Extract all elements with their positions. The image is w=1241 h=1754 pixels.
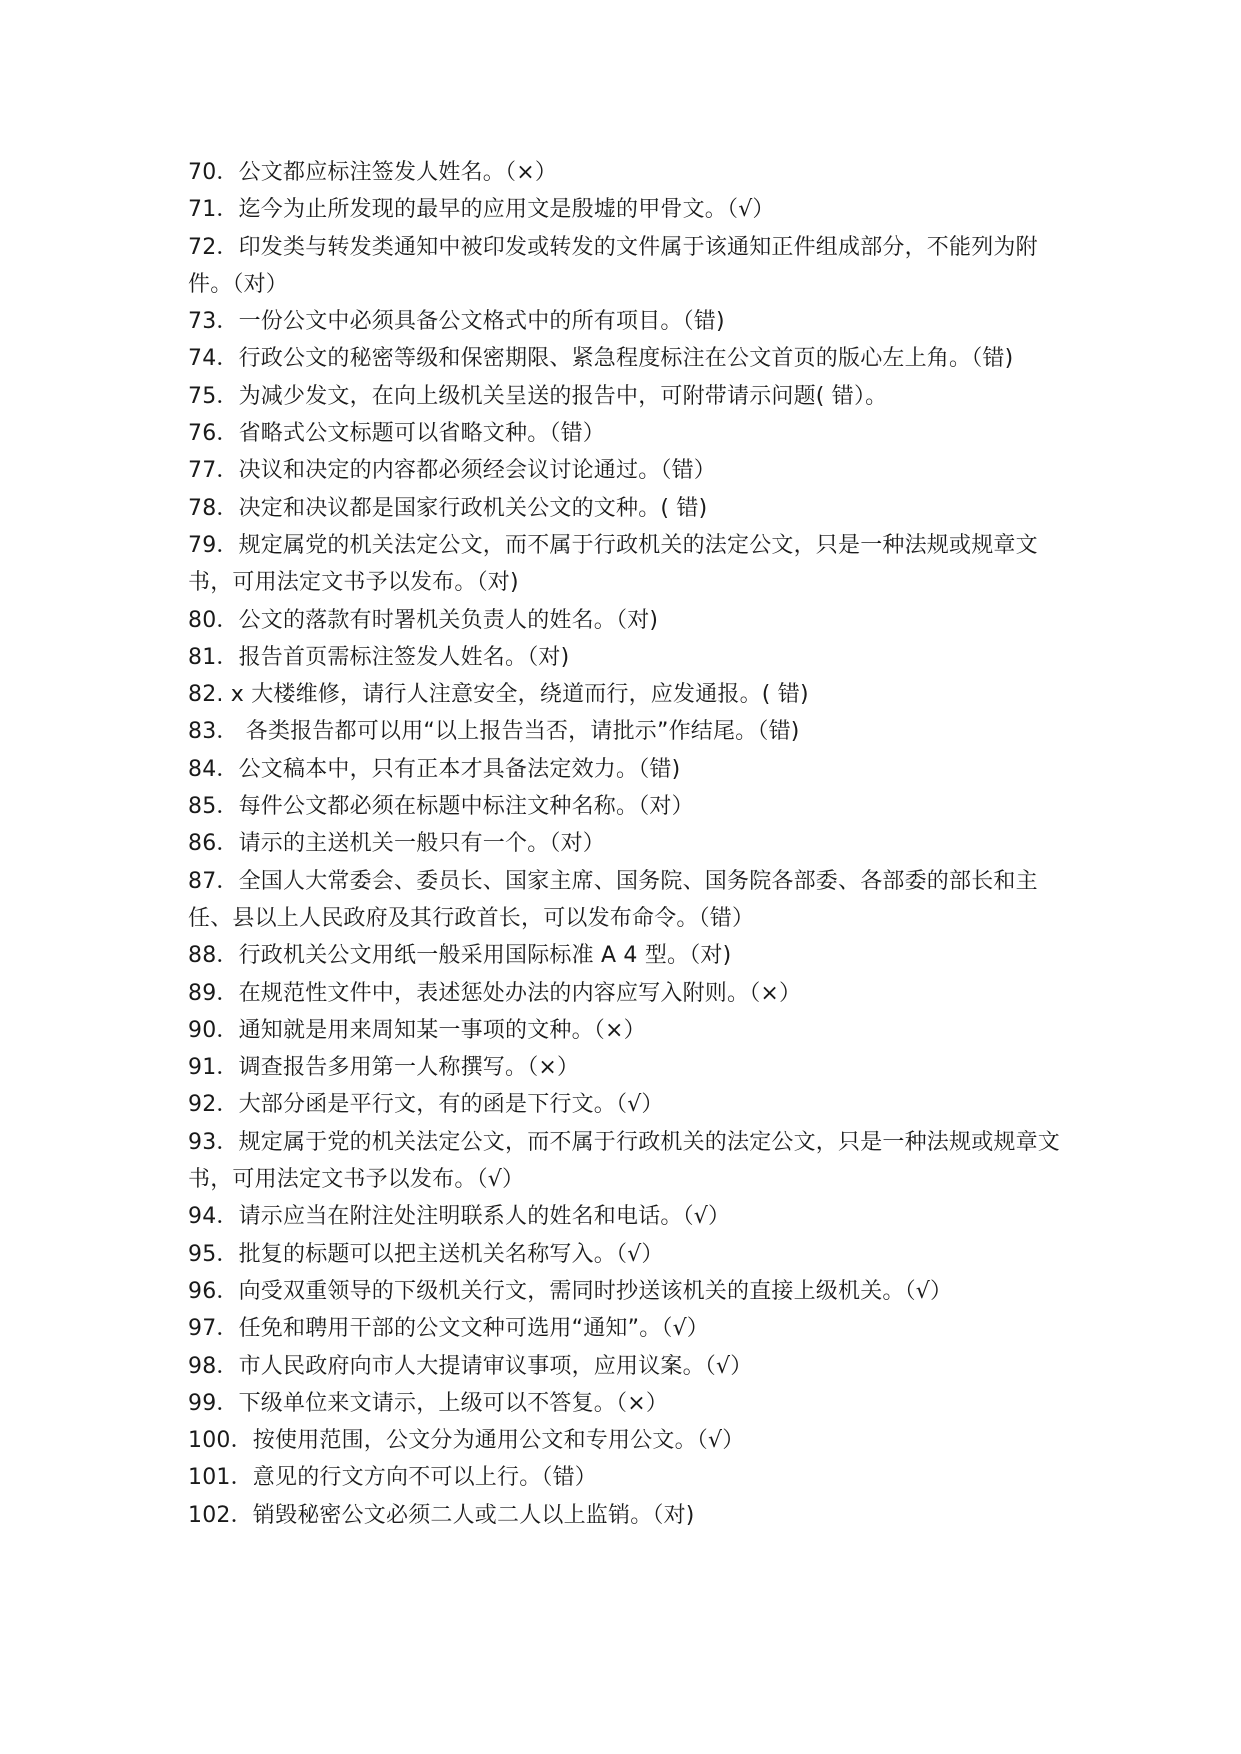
list-item: 86．请示的主送机关一般只有一个。（对）	[188, 831, 605, 857]
list-item: 70．公文都应标注签发人姓名。（×）	[188, 160, 558, 185]
list-item: 91．调查报告多用第一人称撰写。（×）	[188, 1055, 580, 1081]
list-item: 94．请示应当在附注处注明联系人的姓名和电话。（√）	[188, 1204, 731, 1230]
list-item: 96．向受双重领导的下级机关行文，需同时抄送该机关的直接上级机关。（√）	[188, 1278, 953, 1304]
list-item: 100．按使用范围，公文分为通用公文和专用公文。（√）	[188, 1428, 745, 1454]
list-item: 71．迄今为止所发现的最早的应用文是殷墟的甲骨文。（√）	[188, 197, 775, 223]
list-item: 83． 各类报告都可以用“以上报告当否，请批示”作结尾。（错)	[188, 719, 800, 745]
list-item: 81．报告首页需标注签发人姓名。（对)	[188, 644, 570, 670]
list-item: 102．销毁秘密公文必须二人或二人以上监销。（对)	[188, 1502, 695, 1528]
list-item: 90．通知就是用来周知某一事项的文种。（×）	[188, 1017, 646, 1043]
list-item: 85．每件公文都必须在标题中标注文种名称。（对）	[188, 794, 694, 820]
list-item: 95．批复的标题可以把主送机关名称写入。（√）	[188, 1241, 664, 1267]
list-item: 98．市人民政府向市人大提请审议事项，应用议案。（√）	[188, 1353, 753, 1379]
list-item: 87．全国人大常委会、委员长、国家主席、国务院、国务院各部委、各部委的部长和主任、县以上人民政府及其行政首长，可以发布命令。（错）	[188, 868, 1038, 931]
list-item: 88．行政机关公文用纸一般采用国际标准 A 4 型。（对)	[188, 943, 732, 969]
list-item: 80．公文的落款有时署机关负责人的姓名。（对)	[188, 607, 659, 633]
list-item: 74．行政公文的秘密等级和保密期限、紧急程度标注在公文首页的版心左上角。（错)	[188, 346, 1014, 372]
list-item: 73．一份公文中必须具备公文格式中的所有项目。（错)	[188, 309, 725, 335]
question-list	[188, 154, 1068, 1534]
list-item: 75．为减少发文，在向上级机关呈送的报告中，可附带请示问题( 错）。	[188, 383, 888, 409]
list-item: 99．下级单位来文请示，上级可以不答复。（×）	[188, 1390, 669, 1416]
list-item: 84．公文稿本中，只有正本才具备法定效力。（错)	[188, 756, 681, 782]
list-item: 93．规定属于党的机关法定公文，而不属于行政机关的法定公文，只是一种法规或规章文书，可用法定文书予以发布。（√）	[188, 1129, 1060, 1193]
list-item: 89．在规范性文件中，表述惩处办法的内容应写入附则。（×）	[188, 980, 802, 1006]
list-item: 72．印发类与转发类通知中被印发或转发的文件属于该通知正件组成部分，不能列为附件。（对）	[188, 234, 1038, 297]
list-item: 82. x 大楼维修，请行人注意安全，绕道而行，应发通报。( 错)	[188, 682, 809, 708]
list-item: 79．规定属党的机关法定公文，而不属于行政机关的法定公文，只是一种法规或规章文书，可用法定文书予以发布。（对)	[188, 532, 1038, 596]
list-item: 76．省略式公文标题可以省略文种。（错）	[188, 421, 605, 447]
list-item: 77．决议和决定的内容都必须经会议讨论通过。（错）	[188, 458, 716, 484]
list-item: 92．大部分函是平行文，有的函是下行文。（√）	[188, 1092, 664, 1118]
list-item: 78．决定和决议都是国家行政机关公文的文种。( 错)	[188, 495, 708, 521]
list-item: 97．任免和聘用干部的公文文种可选用“通知”。（√）	[188, 1316, 710, 1342]
list-item: 101．意见的行文方向不可以上行。（错）	[188, 1465, 597, 1491]
